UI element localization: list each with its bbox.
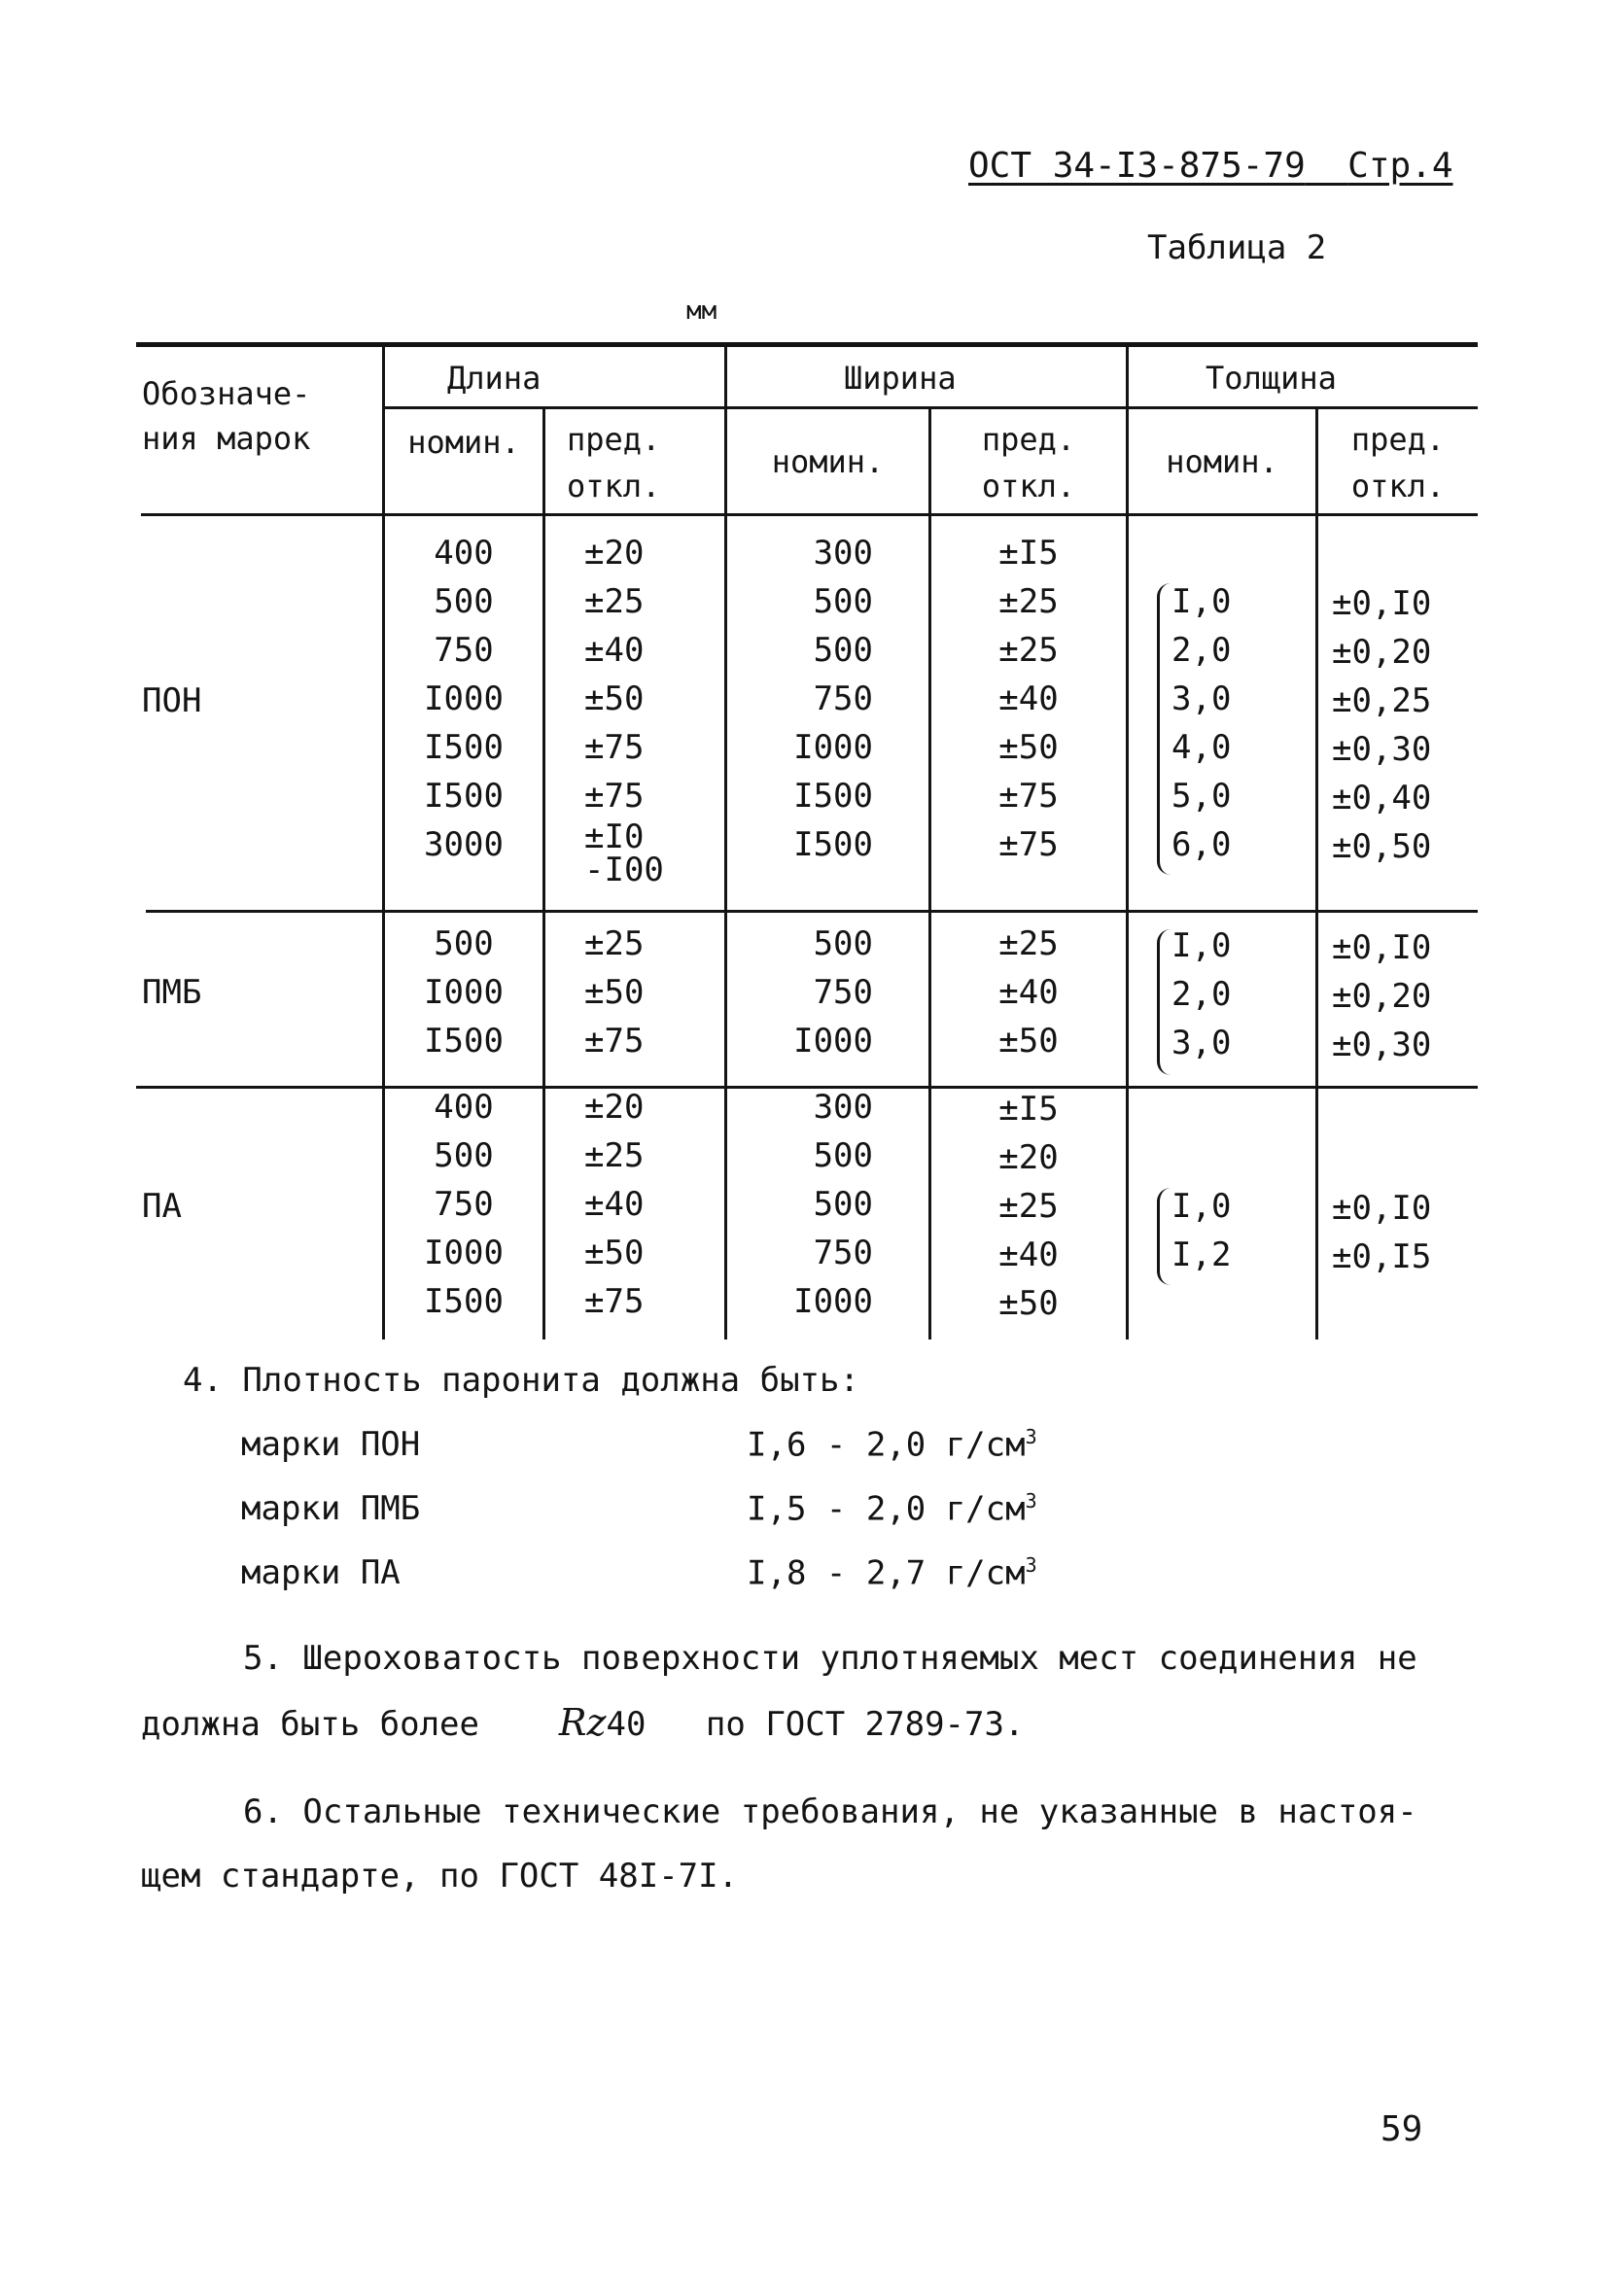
rz-value: 40 <box>606 1705 647 1744</box>
list-item: ±75 <box>998 777 1059 816</box>
list-item: ±40 <box>584 1185 645 1224</box>
table-caption: Таблица 2 <box>1147 228 1327 267</box>
roughness-line-2 <box>141 1701 1024 1744</box>
list-item: ±40 <box>998 973 1059 1012</box>
list-item: 500 <box>813 582 873 621</box>
list-item: 2,0 <box>1171 631 1232 670</box>
header-length-nominal: номин. <box>407 424 520 461</box>
header-thickness-nominal: номин. <box>1166 443 1278 480</box>
mark-pon: ПОН <box>142 681 202 720</box>
roughness-suffix: по ГОСТ 2789-73. <box>705 1705 1025 1744</box>
list-item: ±75 <box>584 1282 645 1321</box>
col-line-5 <box>1126 344 1129 1339</box>
mark-pmb: ПМБ <box>142 973 202 1012</box>
roughness-line-1: 5. Шероховатость поверхности уплотняемых мест соединения не <box>243 1639 1417 1678</box>
list-item: 500 <box>434 924 494 963</box>
pmb-width-nominal <box>727 920 873 1065</box>
list-item: ±40 <box>584 631 645 670</box>
list-item: ±40 <box>998 1235 1059 1274</box>
list-item: ±0,50 <box>1332 827 1432 866</box>
list-item: 5,0 <box>1171 777 1232 816</box>
list-item: 3,0 <box>1171 1024 1232 1062</box>
list-item: 500 <box>434 1136 494 1175</box>
list-item: ±25 <box>584 1136 645 1175</box>
list-item: I000 <box>424 973 504 1012</box>
header-width: Ширина <box>844 360 957 397</box>
list-item: I000 <box>424 1234 504 1272</box>
unit-exponent: 3 <box>1025 1425 1037 1448</box>
list-item: ±0,40 <box>1332 779 1432 818</box>
header-width-nominal: номин. <box>771 443 885 480</box>
density-heading: 4. Плотность паронита должна быть: <box>183 1361 859 1400</box>
list-item: 750 <box>434 631 494 670</box>
pa-width-deviation <box>931 1085 1126 1328</box>
density-label-pmb: марки ПМБ <box>241 1489 421 1528</box>
header-thickness: Толщина <box>1206 360 1337 397</box>
units-label: мм <box>686 296 717 326</box>
pon-width-nominal <box>727 529 873 869</box>
list-item: I500 <box>793 777 873 816</box>
header-thickness-deviation: пред. откл. <box>1350 421 1446 504</box>
list-item: I,0 <box>1171 582 1232 621</box>
list-item: 500 <box>813 631 873 670</box>
header-bottom-rule <box>141 513 1478 516</box>
roughness-prefix: должна быть более <box>141 1705 479 1744</box>
unit-exponent: 3 <box>1025 1553 1037 1577</box>
header-width-deviation: пред. откл. <box>981 421 1076 504</box>
list-item: ±I5 <box>998 534 1059 573</box>
list-item: ±50 <box>584 973 645 1012</box>
header-length: Длина <box>447 360 542 397</box>
list-item: 400 <box>434 1088 494 1127</box>
list-item: ±75 <box>584 777 645 816</box>
list-item: 750 <box>434 1185 494 1224</box>
document-code <box>968 146 1453 186</box>
list-item: ±20 <box>584 534 645 573</box>
header-length-deviation: пред. откл. <box>567 421 661 504</box>
list-item: ±25 <box>584 582 645 621</box>
pon-thickness-nominal <box>1171 577 1288 869</box>
list-item: ±I5 <box>998 1090 1059 1129</box>
list-item: I000 <box>793 1022 873 1061</box>
density-value-pmb <box>747 1489 1037 1528</box>
list-item: I000 <box>793 728 873 767</box>
list-item: ±0,20 <box>1332 633 1432 672</box>
density-label-pon: марки ПОН <box>241 1425 421 1464</box>
density-value-text: I,6 - 2,0 г/см <box>747 1425 1026 1465</box>
pa-length-nominal <box>385 1083 542 1326</box>
list-item: 3,0 <box>1171 679 1232 718</box>
list-item: ±75 <box>998 825 1059 864</box>
list-item: ±0,I0 <box>1332 1189 1432 1228</box>
list-item: ±75 <box>584 1022 645 1061</box>
list-item: ±20 <box>584 1088 645 1127</box>
list-item: 300 <box>813 1088 873 1127</box>
list-item: ±0,I0 <box>1332 584 1432 623</box>
rz-symbol: Rz <box>558 1701 607 1744</box>
list-item: ±25 <box>998 924 1059 963</box>
list-item: I,0 <box>1171 1187 1232 1226</box>
pmb-thickness-nominal <box>1171 922 1288 1067</box>
list-item: ±50 <box>998 1022 1059 1061</box>
list-item: 750 <box>813 1234 873 1272</box>
pon-length-nominal <box>385 529 542 869</box>
list-item: 500 <box>813 1185 873 1224</box>
list-item: 6,0 <box>1171 825 1232 864</box>
list-item: ±25 <box>998 582 1059 621</box>
pon-width-deviation <box>931 529 1126 869</box>
pa-thickness-deviation <box>1332 1184 1478 1281</box>
list-item: ±0,30 <box>1332 730 1432 769</box>
list-item: I,0 <box>1171 926 1232 965</box>
header-mid-rule <box>385 406 1478 409</box>
list-item: ±20 <box>998 1138 1059 1177</box>
other-line-1: 6. Остальные технические требования, не указанные в настоя- <box>243 1792 1417 1831</box>
list-item: 750 <box>813 679 873 718</box>
list-item: ±25 <box>584 924 645 963</box>
list-item: I500 <box>424 728 504 767</box>
density-label-pa: марки ПА <box>241 1553 401 1592</box>
list-item: I500 <box>424 777 504 816</box>
list-item: ±I0 -I00 <box>584 818 664 889</box>
list-item: ±25 <box>998 631 1059 670</box>
header-marks: Обозначе- ния марок <box>142 375 311 457</box>
density-value-pon <box>747 1425 1037 1464</box>
list-item: ±40 <box>998 679 1059 718</box>
other-line-2: щем стандарте, по ГОСТ 48I-7I. <box>141 1857 739 1896</box>
pa-thickness-nominal <box>1171 1182 1288 1279</box>
list-item: ±0,20 <box>1332 977 1432 1016</box>
list-item: ±0,I0 <box>1332 928 1432 967</box>
list-item: 400 <box>434 534 494 573</box>
list-item: 500 <box>813 1136 873 1175</box>
list-item: ±50 <box>998 1284 1059 1323</box>
list-item: I,2 <box>1171 1235 1232 1274</box>
group-rule-1 <box>146 910 1478 913</box>
pa-width-nominal <box>727 1083 873 1326</box>
density-value-text: I,8 - 2,7 г/см <box>747 1553 1026 1593</box>
pmb-width-deviation <box>931 920 1126 1065</box>
list-item: 4,0 <box>1171 728 1232 767</box>
list-item: ±50 <box>998 728 1059 767</box>
mark-pa: ПА <box>142 1187 182 1226</box>
list-item: I500 <box>424 1022 504 1061</box>
list-item: ±0,30 <box>1332 1026 1432 1064</box>
list-item: 500 <box>434 582 494 621</box>
list-item: I500 <box>424 1282 504 1321</box>
list-item: 2,0 <box>1171 975 1232 1014</box>
list-item: ±50 <box>584 1234 645 1272</box>
list-item: 300 <box>813 534 873 573</box>
list-item: ±0,I5 <box>1332 1237 1432 1276</box>
density-value-pa <box>747 1553 1037 1592</box>
list-item: 750 <box>813 973 873 1012</box>
list-item: 500 <box>813 924 873 963</box>
list-item: I000 <box>793 1282 873 1321</box>
pmb-thickness-deviation <box>1332 923 1478 1069</box>
list-item: 3000 <box>424 825 504 864</box>
page-label: Стр.4 <box>1347 146 1453 186</box>
standard-code: ОСТ 34-I3-875-79 <box>968 146 1306 186</box>
list-item: ±0,25 <box>1332 681 1432 720</box>
list-item: ±25 <box>998 1187 1059 1226</box>
list-item: ±50 <box>584 679 645 718</box>
table-top-rule <box>136 342 1478 347</box>
list-item: I000 <box>424 679 504 718</box>
page-number: 59 <box>1381 2109 1423 2149</box>
pmb-length-nominal <box>385 920 542 1065</box>
col-line-6 <box>1315 408 1318 1339</box>
unit-exponent: 3 <box>1025 1489 1037 1513</box>
list-item: ±75 <box>584 728 645 767</box>
pon-thickness-deviation <box>1332 579 1478 871</box>
density-value-text: I,5 - 2,0 г/см <box>747 1489 1026 1529</box>
list-item: I500 <box>793 825 873 864</box>
